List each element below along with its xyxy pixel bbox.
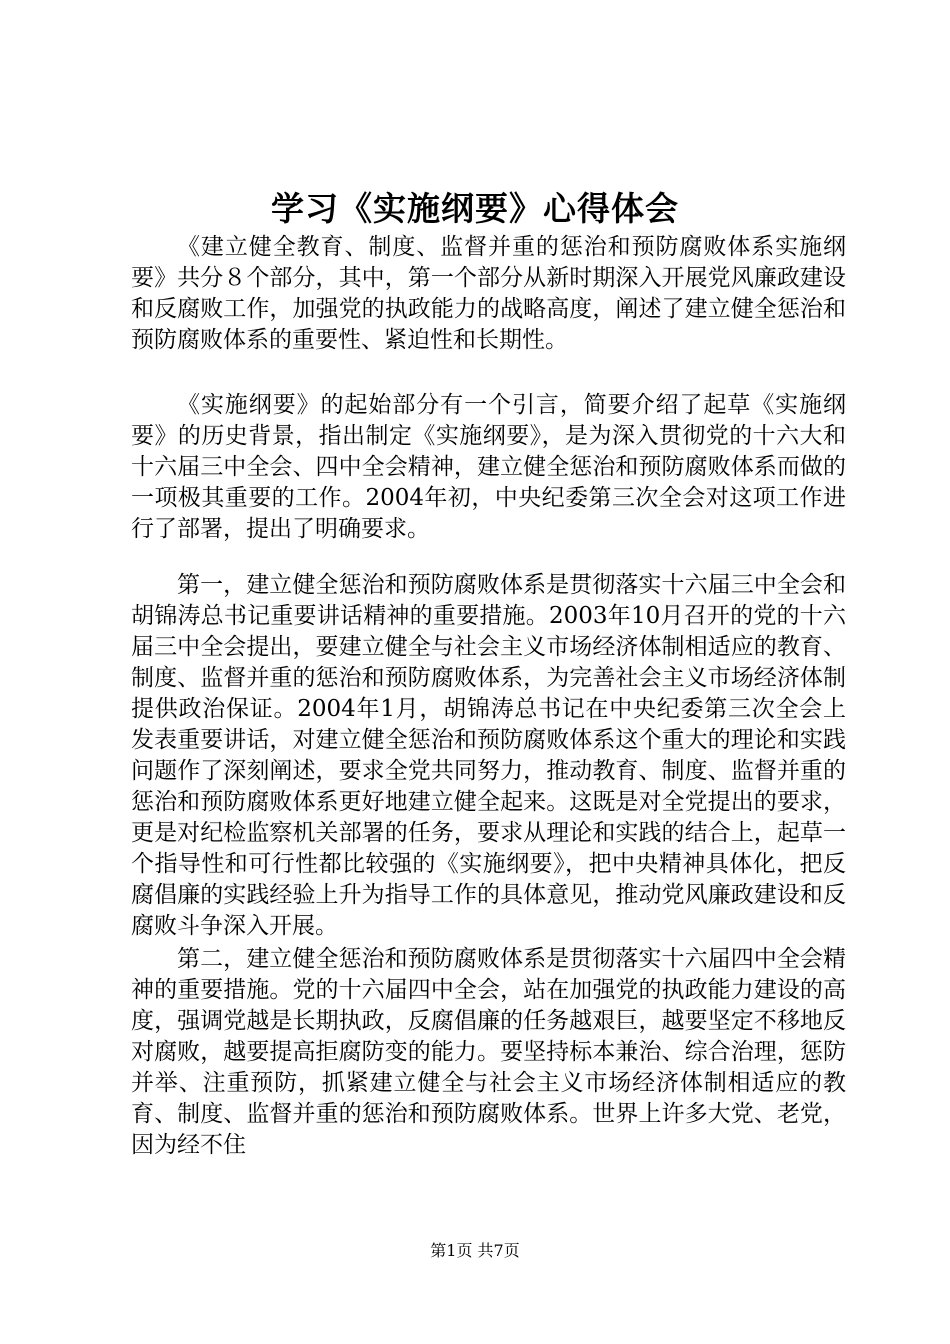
paragraph-intro: 《建立健全教育、制度、监督并重的惩治和预防腐败体系实施纲要》共分８个部分，其中，第一个部分从新时期深入开展党风廉政建设和反腐败工作，加强党的执政能力的战略高度，阐述了建立健全惩治和预防腐败体系的重要性、紧迫性和长期性。 <box>131 234 846 353</box>
document-title: 学习《实施纲要》心得体会 <box>271 189 679 228</box>
paragraph-first-point: 第一，建立健全惩治和预防腐败体系是贯彻落实十六届三中全会和胡锦涛总书记重要讲话精神的重要措施。2003年10月召开的党的十六届三中全会提出，要建立健全与社会主义市场经济体制相适应的教育、制度、监督并重的惩治和预防腐败体系，为完善社会主义市场经济体制提供政治保证。2004年1月，胡锦涛总书记在中央纪委第三次全会上发表重要讲话，对建立健全惩治和预防腐败体系这个重大的理论和实践问题作了深刻阐述，要求全党共同努力，推动教育、制度、监督并重的惩治和预防腐败体系更好地建立健全起来。这既是对全党提出的要求，更是对纪检监察机关部署的任务，要求从理论和实践的结合上，起草一个指导性和可行性都比较强的《实施纲要》，把中央精神具体化，把反腐倡廉的实践经验上升为指导工作的具体意见，推动党风廉政建设和反腐败斗争深入开展。 <box>131 572 846 939</box>
paragraph-second-point: 第二，建立健全惩治和预防腐败体系是贯彻落实十六届四中全会精神的重要措施。党的十六届四中全会，站在加强党的执政能力建设的高度，强调党越是长期执政，反腐倡廉的任务越艰巨，越要坚定不移地反对腐败，越要提高拒腐防变的能力。要坚持标本兼治、综合治理，惩防并举、注重预防，抓紧建立健全与社会主义市场经济体制相适应的教育、制度、监督并重的惩治和预防腐败体系。世界上许多大党、老党，因为经不住 <box>131 946 846 1158</box>
page-number-footer: 第1页 共7页 <box>430 1241 520 1260</box>
paragraph-background: 《实施纲要》的起始部分有一个引言，简要介绍了起草《实施纲要》的历史背景，指出制定《实施纲要》，是为深入贯彻党的十六大和十六届三中全会、四中全会精神，建立健全惩治和预防腐败体系而做的一项极其重要的工作。2004年初，中央纪委第三次全会对这项工作进行了部署，提出了明确要求。 <box>131 392 846 542</box>
